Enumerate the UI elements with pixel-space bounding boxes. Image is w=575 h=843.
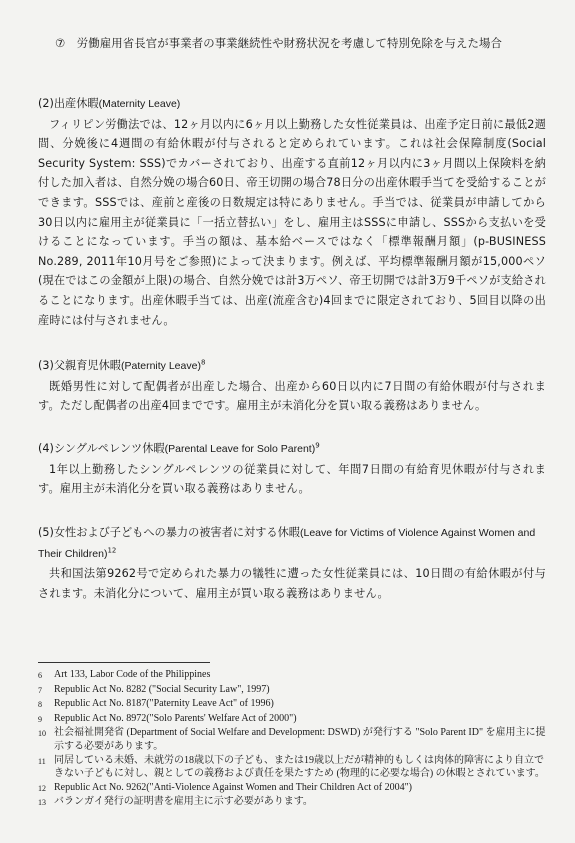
footnote: 7 Republic Act No. 8282 ("Social Security Law", 1997)	[38, 683, 270, 695]
footnote-ref: 8	[200, 358, 206, 367]
section-title-en: (Parental Leave for Solo Parent)	[164, 443, 316, 455]
footnote-ref: 9	[315, 441, 320, 450]
section-title-jp: (3)父親育児休暇	[38, 359, 121, 372]
section-violence-victims-leave	[38, 523, 546, 603]
section-paternity-leave	[38, 356, 546, 416]
footnote: 6 Art 133, Labor Code of the Philippines	[38, 669, 211, 680]
footnote: 11 同居している未婚、未就労の18歳以下の子ども、または19歳以上だが精神的もしくは肉体的障害により自立できない子どもに対し、親としての義務および責任を果たすため (物理的に必要な場合) の休暇とされています。	[38, 754, 545, 780]
section-paragraph: 1年以上勤務したシングルペレンツの従業員に対して、年間7日間の有給育児休暇が付与されます。雇用主が未消化分を買い取る義務はありません。	[38, 462, 546, 496]
footnote-ref: 12	[107, 545, 117, 554]
section-title-jp: (5)女性および子どもへの暴力の被害者に対する休暇	[38, 526, 300, 539]
section-title	[38, 356, 546, 377]
section-title-jp: (4)シングルペレンツ休暇	[38, 442, 165, 455]
section-title-jp: (2)出産休暇	[38, 97, 99, 110]
footnotes	[38, 668, 548, 810]
footnote: 10 社会福祉開発省 (Department of Social Welfare and Development: DSWD) が発行する "Solo Parent ID" を雇用主に提示する必要があります。	[38, 727, 546, 752]
section-paragraph: フィリピン労働法では、12ヶ月以内に6ヶ月以上勤務した女性従業員は、出産予定日前に最低2週間、分娩後に4週間の有給休暇が付与されると定められています。これは社会保障制度(Social Security System: SSS)でカバーされており、出産する直前12ヶ月以内に3ヶ月間以上保険料を納付した加入者は、自然分娩の場合60日、帝王切開の場合78日分の出産休暇手当てを受給することができます。SSSでは、産前と産後の日数規定は特にありません。手当では、従業員が申請してから30日以内に雇用主が従業員に「一括立替払い」をし、雇用主はSSSに申請し、SSSから支払いを受けることになっています。手当の額は、基本給ベースではなく「標準報酬月額」(p-BUSINESS No.289, 2011年10月号をご参照)によって決まります。例えば、平均標準報酬月額が15,000ペソ(現在ではこの金額が上限)の場合、自然分娩では計3万ペソ、帝王切開では計3万9千ペソが支給されることになります。出産休暇手当ては、出産(流産含む)4回までに限定されており、5回目以降の出産時には付与されません。	[38, 117, 546, 327]
footnote: 12 Republic Act No. 9262("Anti-Violence Against Women and Their Children Act of 2004")	[38, 781, 412, 793]
section-title	[38, 439, 546, 460]
section-title	[38, 523, 546, 564]
footnote: 9 Republic Act No. 8972("Solo Parents' Welfare Act of 2000")	[38, 712, 297, 724]
section-title-en: (Paternity Leave)	[120, 360, 201, 372]
section-paragraph: 共和国法第9262号で定められた暴力の犠牲に遭った女性従業員には、10日間の有給休暇が付与されます。未消化分について、雇用主が買い取る義務はありません。	[38, 567, 546, 600]
section-solo-parent-leave	[38, 439, 546, 499]
section-title	[38, 94, 546, 115]
footnote: 8 Republic Act No. 8187("Paternity Leave Act" of 1996)	[38, 698, 274, 710]
footnote-divider	[38, 662, 210, 663]
section-title-en: (Maternity Leave)	[98, 98, 181, 110]
section-title-en: (Leave for Victims of Violence Against Women and Their Children)	[38, 527, 536, 560]
section-paragraph: 既婚男性に対して配偶者が出産した場合、出産から60日以内に7日間の有給休暇が付与されます。ただし配偶者の出産4回までです。雇用主が未消化分を買い取る義務はありません。	[38, 379, 546, 413]
section-maternity-leave	[38, 94, 546, 330]
footnote: 13 バランガイ発行の証明書を雇用主に示す必要があります。	[38, 796, 313, 808]
item-heading: ⑦ 労働雇用省長官が事業者の事業継続性や財務状況を考慮して特別免除を与えた場合	[55, 36, 502, 50]
